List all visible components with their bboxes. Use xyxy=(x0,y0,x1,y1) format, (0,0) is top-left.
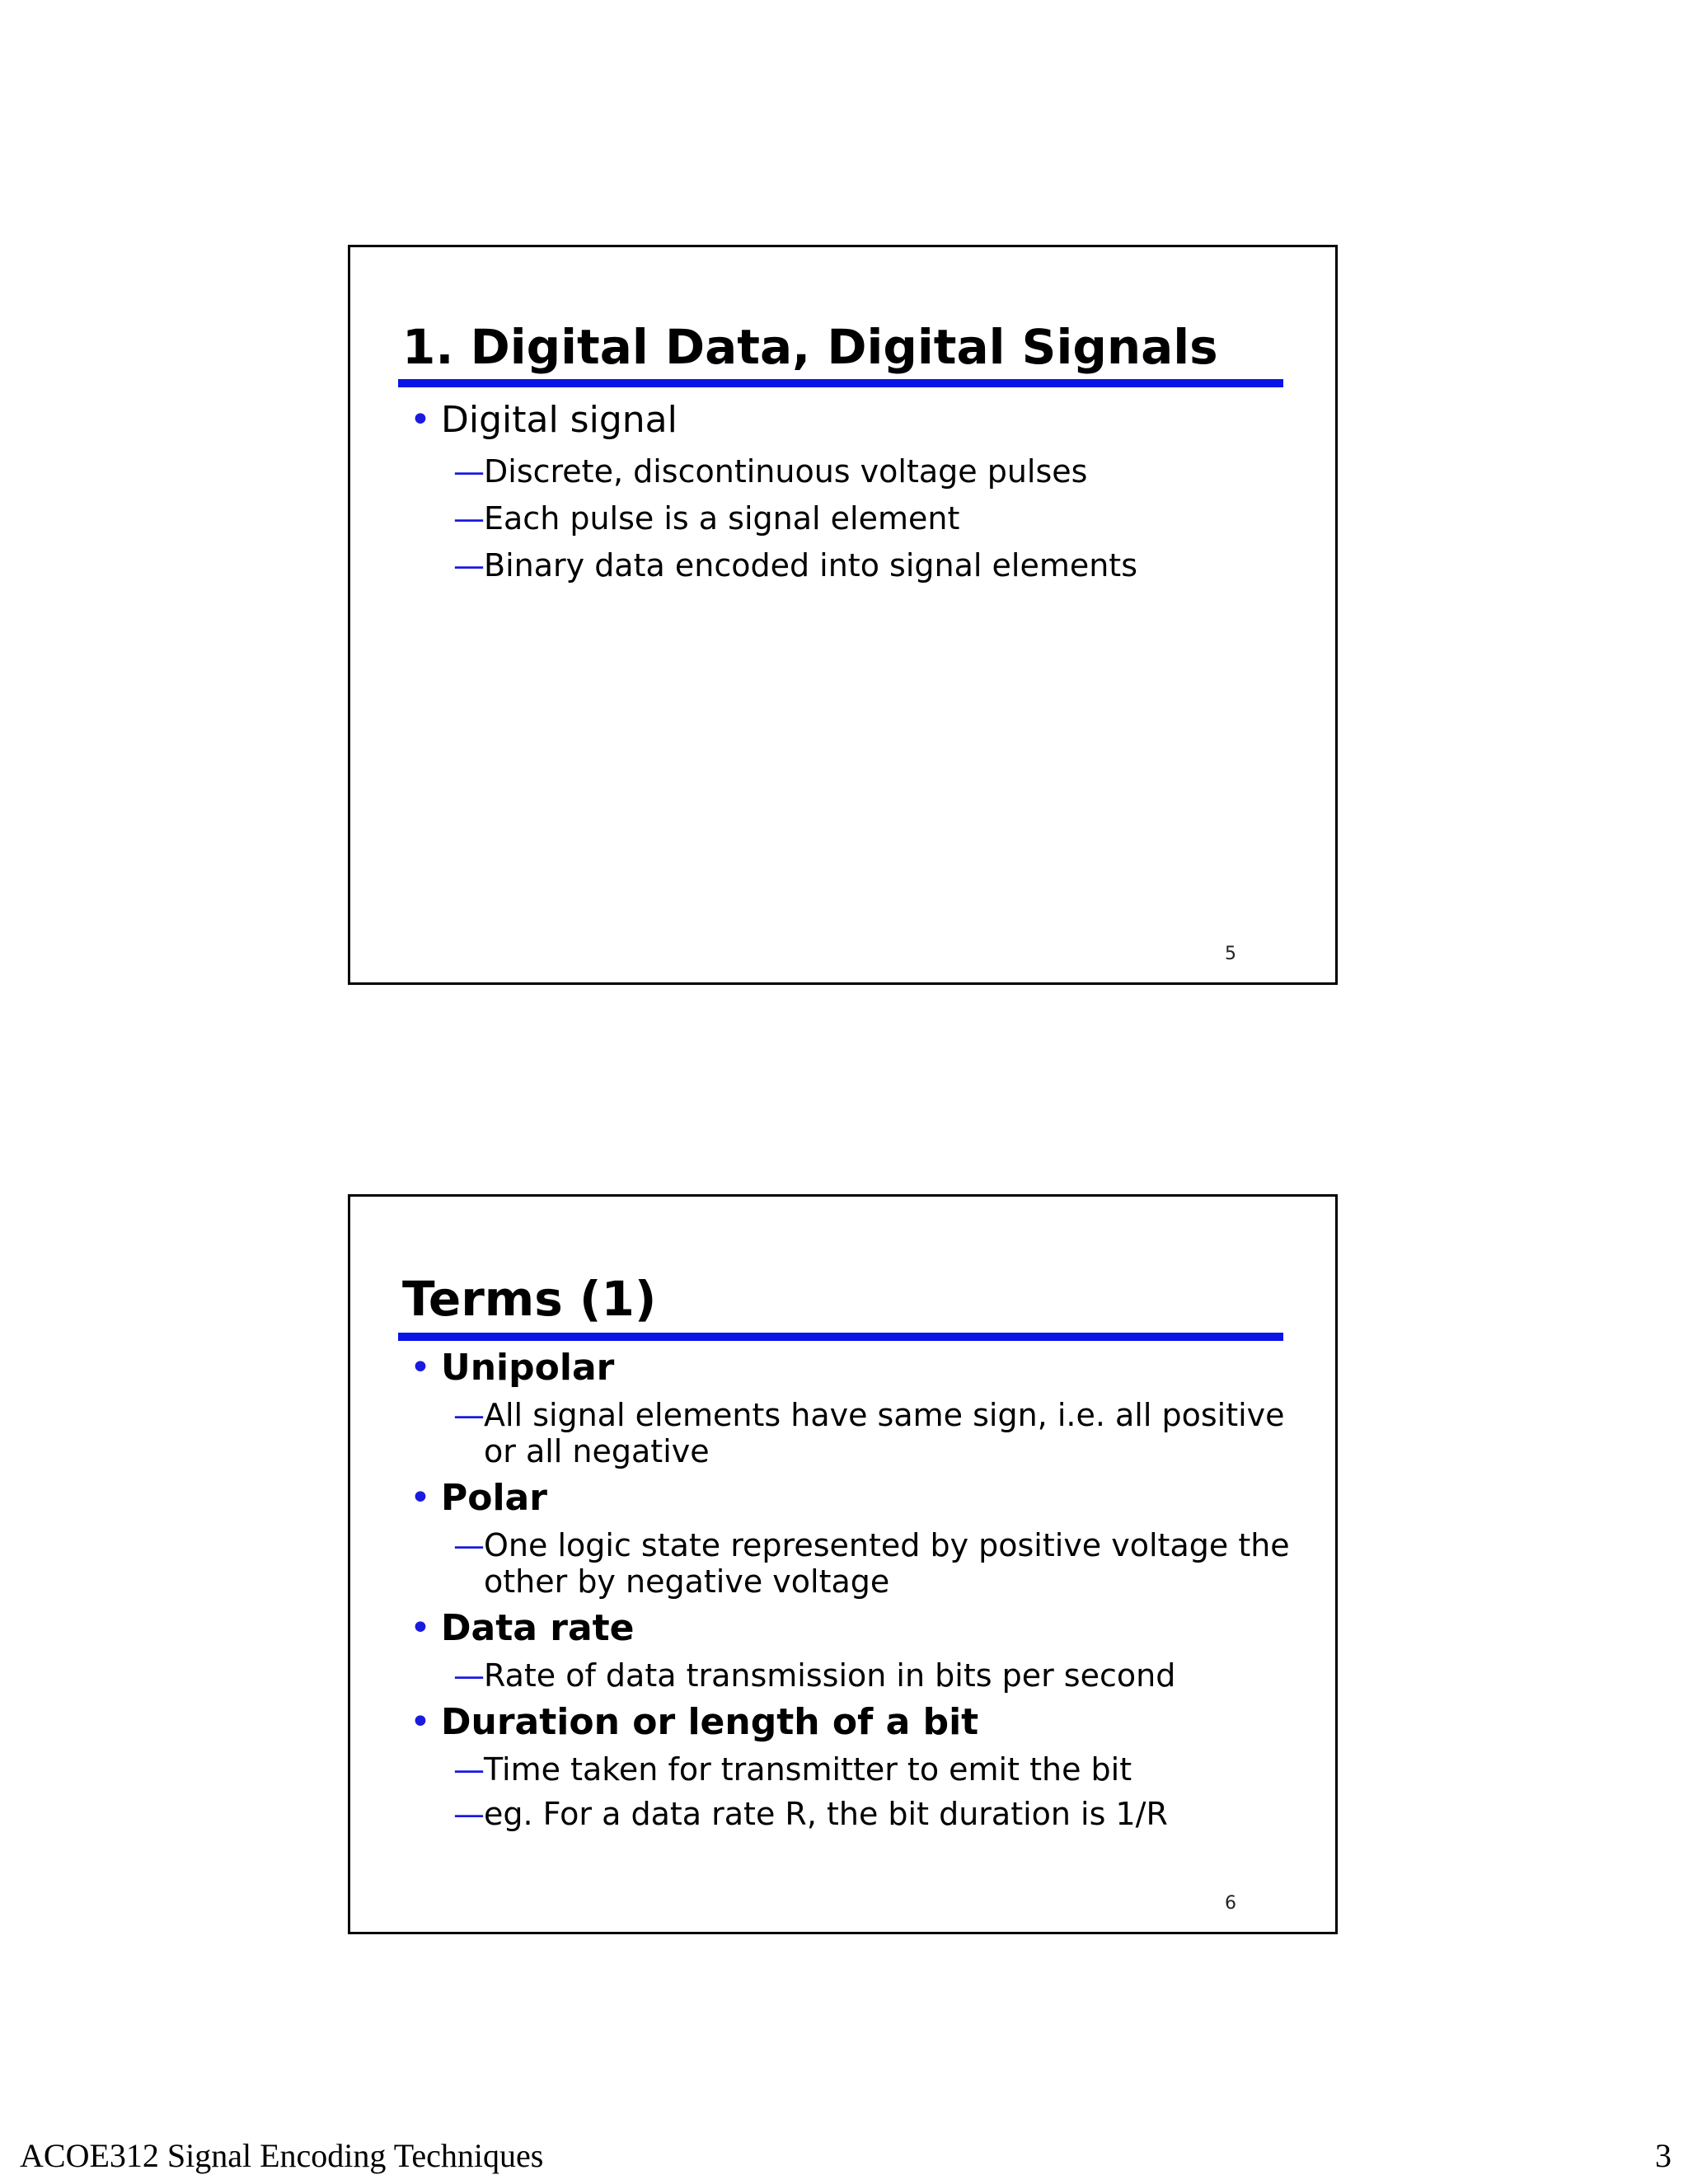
bullet-item: • Digital signal xyxy=(400,400,678,441)
dash-icon: — xyxy=(453,1527,485,1563)
sub-item: — One logic state represented by positive voltage the other by negative voltage xyxy=(453,1527,1290,1600)
dash-icon: — xyxy=(453,1397,485,1433)
bullet-dot-icon: • xyxy=(410,399,431,441)
sub-item: — Discrete, discontinuous voltage pulses xyxy=(453,453,1088,490)
footer-course-title: ACOE312 Signal Encoding Techniques xyxy=(20,2137,544,2174)
title-underline xyxy=(398,379,1283,387)
bullet-dot-icon: • xyxy=(410,1477,431,1519)
dash-icon: — xyxy=(453,1796,485,1832)
sub-item: — Time taken for transmitter to emit the bit xyxy=(453,1751,1132,1788)
sub-item: — Rate of data transmission in bits per second xyxy=(453,1657,1176,1694)
dash-icon: — xyxy=(453,453,485,490)
bullet-item: • Duration or length of a bit xyxy=(400,1702,978,1743)
sub-item: — Each pulse is a signal element xyxy=(453,500,960,537)
bullet-item: • Data rate xyxy=(400,1608,635,1649)
dash-icon: — xyxy=(453,500,485,537)
sub-item: — Binary data encoded into signal elements xyxy=(453,547,1138,583)
title-underline xyxy=(398,1333,1283,1341)
slide-6 xyxy=(348,1194,1338,1934)
sub-item: — eg. For a data rate R, the bit duration is 1/R xyxy=(453,1796,1168,1832)
sub-item: — All signal elements have same sign, i.e. all positive or all negative xyxy=(453,1397,1285,1469)
bullet-dot-icon: • xyxy=(410,1701,431,1743)
bullet-item: • Polar xyxy=(400,1478,547,1519)
bullet-dot-icon: • xyxy=(410,1347,431,1389)
bullet-dot-icon: • xyxy=(410,1607,431,1649)
footer-page-number: 3 xyxy=(1655,2137,1672,2174)
slide-title: Terms (1) xyxy=(402,1271,657,1327)
dash-icon: — xyxy=(453,1751,485,1788)
slide-5 xyxy=(348,245,1338,985)
dash-icon: — xyxy=(453,1657,485,1694)
slide-number: 5 xyxy=(1225,944,1236,964)
bullet-item: • Unipolar xyxy=(400,1347,614,1389)
slide-number: 6 xyxy=(1225,1893,1236,1914)
slide-title: 1. Digital Data, Digital Signals xyxy=(402,319,1218,375)
dash-icon: — xyxy=(453,547,485,583)
